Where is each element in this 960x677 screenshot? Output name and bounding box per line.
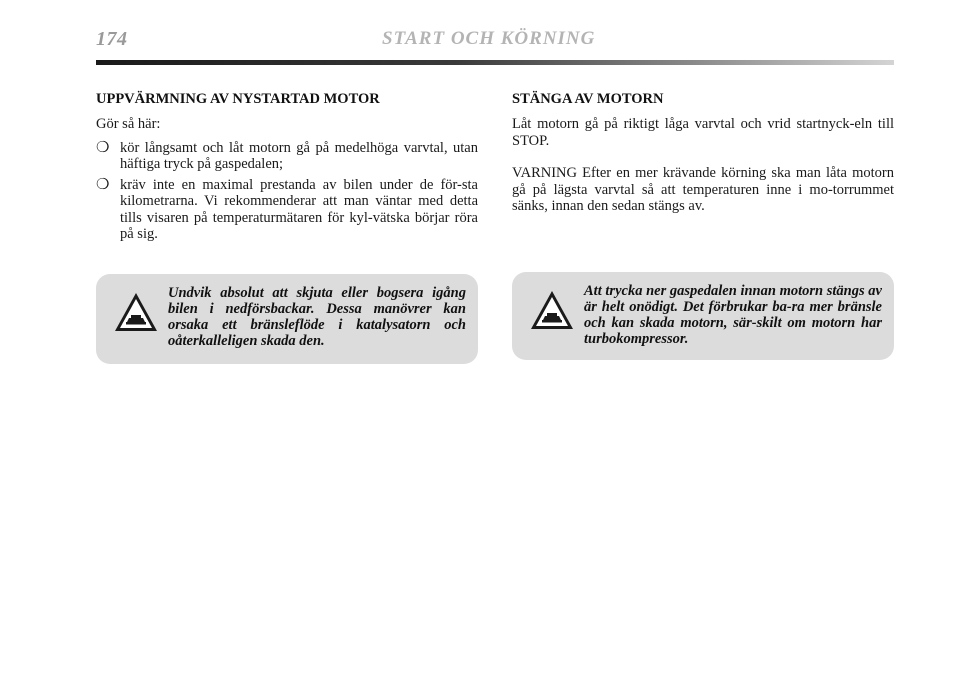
header-rule: [96, 60, 894, 65]
section-heading-shutdown: STÄNGA AV MOTORN: [512, 91, 664, 107]
warning-box-left: [96, 274, 478, 364]
warning-text: Undvik absolut att skjuta eller bogsera igång bilen i nedförsbackar. Dessa manövrer kan orsaka ett bränsleflöde i katalysatorn och oåterkalleligen skada den.: [168, 285, 466, 349]
left-column: [96, 90, 478, 247]
warning-box-right: [512, 272, 894, 360]
chapter-title: START OCH KÖRNING: [382, 28, 596, 49]
right-column: [512, 90, 894, 222]
page-number: 174: [96, 28, 128, 50]
bullet-circle-icon: ❍: [96, 139, 110, 156]
warning-triangle-icon: [112, 289, 160, 337]
bullet-circle-icon: ❍: [96, 176, 110, 193]
list-item: [96, 177, 478, 243]
warning-triangle-icon: [528, 287, 576, 335]
paragraph: Låt motorn gå på riktigt låga varvtal och vrid startnyck-eln till STOP.: [512, 116, 894, 149]
list-item-text: kör långsamt och låt motorn gå på medelhöga varvtal, utan häftiga tryck på gaspedalen;: [120, 139, 478, 172]
list-item-text: kräv inte en maximal prestanda av bilen under de för-sta kilometrarna. Vi rekommenderar att man väntar med detta tills visaren på temperaturmätaren för kyl-vätska börjar röra på sig.: [120, 176, 478, 242]
caution-paragraph: VARNING Efter en mer krävande körning ska man låta motorn gå på lägsta varvtal så att temperaturen inne i mo-torrummet sänks, innan den sedan stängs av.: [512, 165, 894, 214]
warning-text: Att trycka ner gaspedalen innan motorn stängs av är helt onödigt. Det förbrukar ba-ra mer bränsle och kan skada motorn, sär-skilt om motorn har turbokompressor.: [584, 283, 882, 347]
list-item: [96, 140, 478, 173]
section-heading-warmup: UPPVÄRMNING AV NYSTARTAD MOTOR: [96, 91, 380, 107]
intro-text: Gör så här:: [96, 116, 161, 132]
